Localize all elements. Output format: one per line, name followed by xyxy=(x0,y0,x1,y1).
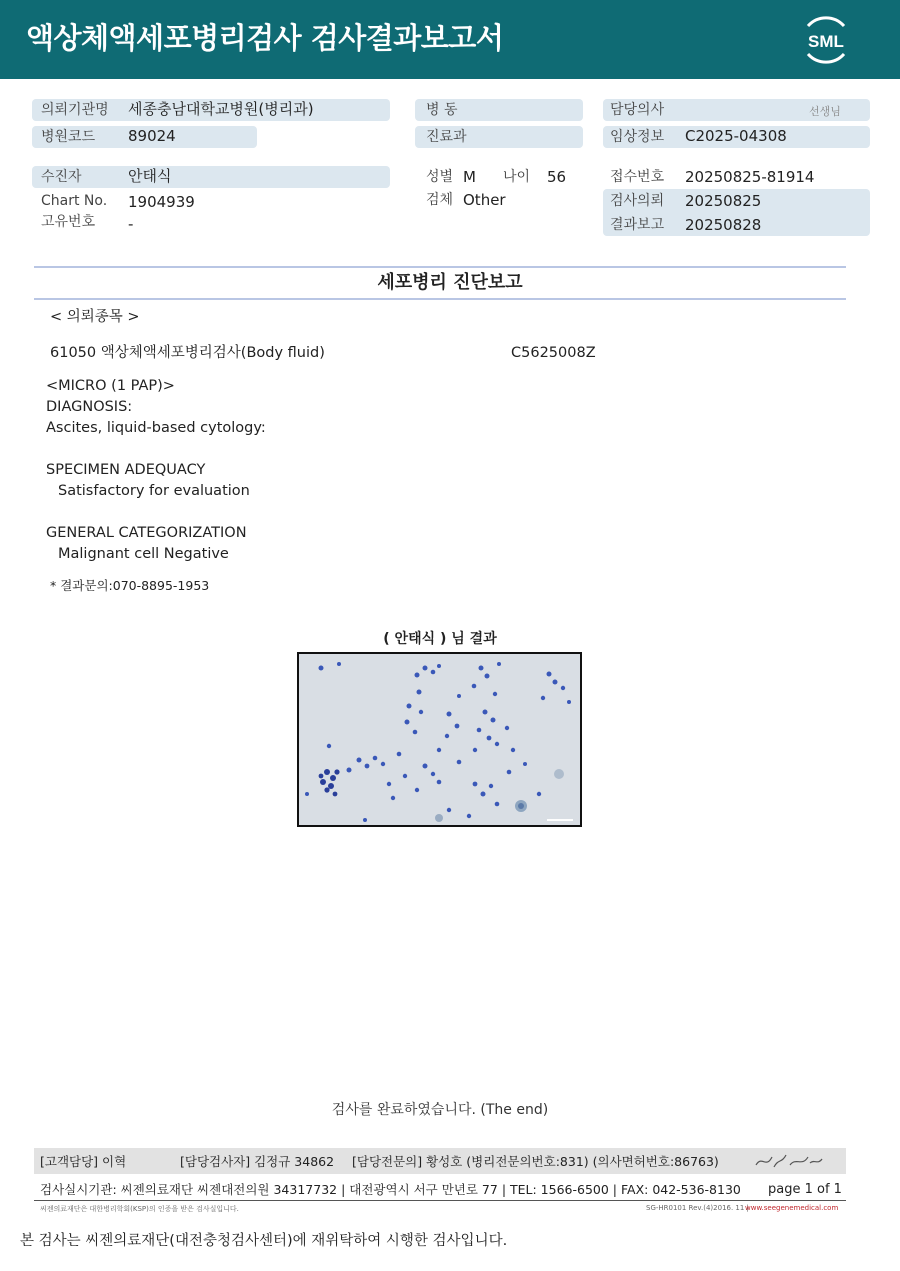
unique-label: 고유번호 xyxy=(41,214,96,230)
sex-value: M xyxy=(463,168,476,186)
technician: [담당검사자] 김정규 34862 xyxy=(180,1154,335,1169)
sml-logo xyxy=(798,12,854,68)
inquiry-text: * 결과문의:070-8895-1953 xyxy=(50,578,210,593)
end-text: 검사를 완료하였습니다. (The end) xyxy=(331,1102,549,1118)
specialist: [담당전문의] 황성호 (병리전문의번호:831) (의사면허번호:86763) xyxy=(352,1154,719,1169)
hospital-code-value: 89024 xyxy=(128,127,176,145)
cytology-image-drawing xyxy=(299,654,580,825)
specimen-label: 검체 xyxy=(426,192,454,208)
customer-contact: [고객담당] 이혁 xyxy=(40,1154,127,1169)
diagnosis-value: Ascites, liquid-based cytology: xyxy=(46,420,266,436)
diagnosis-label: DIAGNOSIS: xyxy=(46,399,133,415)
patient-label: 수진자 xyxy=(41,169,82,185)
receipt-label: 접수번호 xyxy=(610,169,665,185)
form-code: SG-HR0101 Rev.(4)2016. 11 | xyxy=(646,1204,749,1212)
requester-label: 의뢰기관명 xyxy=(41,102,109,118)
test-item-name: 61050 액상체액세포병리검사(Body fluid) xyxy=(50,345,325,361)
chart-value: 1904939 xyxy=(128,193,195,211)
specimen-value: Other xyxy=(463,191,506,209)
dept-label: 진료과 xyxy=(426,129,467,145)
image-caption: ( 안태식 ) 님 결과 xyxy=(383,631,497,647)
section-title: 세포병리 진단보고 xyxy=(377,272,523,293)
request-date-label: 검사의뢰 xyxy=(610,193,665,209)
signature xyxy=(752,1149,824,1173)
sex-label: 성별 xyxy=(426,169,454,185)
doctor-suffix: 선생님 xyxy=(809,105,841,118)
chart-label: Chart No. xyxy=(41,193,108,209)
ward-label: 병 동 xyxy=(426,102,458,118)
patient-row xyxy=(32,166,390,188)
request-items-label: < 의뢰종목 > xyxy=(50,309,140,325)
divider-bottom xyxy=(34,298,846,300)
report-date-label: 결과보고 xyxy=(610,217,665,233)
category-value: Malignant cell Negative xyxy=(58,546,229,562)
age-label: 나이 xyxy=(503,169,531,185)
website-link[interactable]: www.seegenemedical.com xyxy=(745,1204,839,1212)
receipt-value: 20250825-81914 xyxy=(685,168,815,186)
doctor-label: 담당의사 xyxy=(610,102,665,118)
report-header xyxy=(0,0,900,79)
unique-value: - xyxy=(128,215,134,233)
patient-value: 안태식 xyxy=(128,167,172,185)
clinical-label: 임상정보 xyxy=(610,129,665,145)
requester-value: 세종충남대학교병원(병리과) xyxy=(128,100,314,118)
certification-note: 씨젠의료재단은 대한병리학회(KSP)의 인증을 받은 검사실입니다. xyxy=(40,1205,239,1213)
adequacy-label: SPECIMEN ADEQUACY xyxy=(46,462,206,478)
hospital-code-label: 병원코드 xyxy=(41,129,96,145)
category-label: GENERAL CATEGORIZATION xyxy=(46,525,247,541)
clinical-value: C2025-04308 xyxy=(685,127,787,145)
age-value: 56 xyxy=(547,168,567,186)
test-item-id: C5625008Z xyxy=(511,345,596,361)
logo-text: SML xyxy=(808,32,844,51)
cytology-image xyxy=(297,652,582,827)
page-number: page 1 of 1 xyxy=(768,1182,842,1197)
footer-divider xyxy=(34,1200,846,1201)
micro-line: <MICRO (1 PAP)> xyxy=(46,378,175,394)
request-date-value: 20250825 xyxy=(685,192,762,210)
institution-info: 검사실시기관: 씨젠의료재단 씨젠대전의원 34317732 | 대전광역시 서구 만년로 77 | TEL: 1566-6500 | FAX: 042-536-8130 xyxy=(40,1182,741,1197)
adequacy-value: Satisfactory for evaluation xyxy=(58,483,250,499)
outsourcing-note: 본 검사는 씨젠의료재단(대전충청검사센터)에 재위탁하여 시행한 검사입니다. xyxy=(20,1233,508,1249)
report-date-value: 20250828 xyxy=(685,216,762,234)
report-title: 액상체액세포병리검사 검사결과보고서 xyxy=(26,21,504,55)
